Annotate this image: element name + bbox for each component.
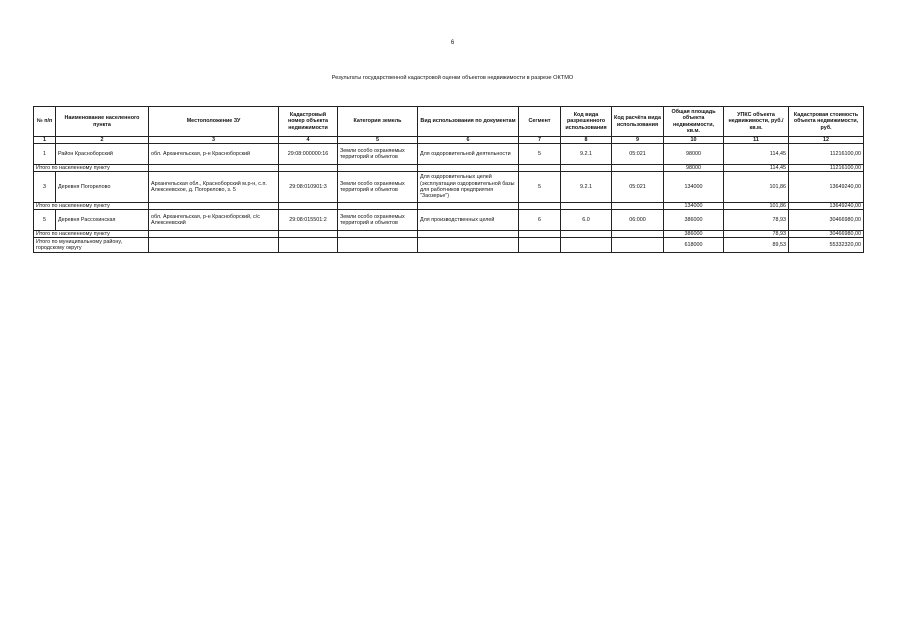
column-number: 6 bbox=[418, 137, 519, 144]
subtotal-value: 11216100,00 bbox=[789, 165, 864, 172]
table-row bbox=[34, 144, 864, 165]
area: 98000 bbox=[664, 144, 724, 165]
column-header: Код расчёта вида использования bbox=[612, 107, 664, 137]
empty-cell bbox=[612, 203, 664, 210]
cadastral-number: 29:08:000000:16 bbox=[279, 144, 338, 165]
table-row bbox=[34, 210, 864, 231]
empty-cell bbox=[519, 231, 561, 238]
empty-cell bbox=[418, 165, 519, 172]
column-number: 11 bbox=[724, 137, 789, 144]
cadastral-number: 29:08:015501:2 bbox=[279, 210, 338, 231]
district-total-value: 55332320,00 bbox=[789, 238, 864, 253]
empty-cell bbox=[338, 165, 418, 172]
column-header: Вид использования по документам bbox=[418, 107, 519, 137]
empty-cell bbox=[279, 238, 338, 253]
subtotal-label: Итого по населенному пункту bbox=[34, 203, 149, 210]
empty-cell bbox=[338, 231, 418, 238]
report-title: Результаты государственной кадастровой оценки объектов недвижимости в разрезе ОКТМО bbox=[331, 75, 574, 81]
empty-cell bbox=[561, 165, 612, 172]
usage-by-documents: Для оздоровительной деятельности bbox=[418, 144, 519, 165]
column-number: 10 bbox=[664, 137, 724, 144]
cadastral-value: 30466980,00 bbox=[789, 210, 864, 231]
column-number: 7 bbox=[519, 137, 561, 144]
column-header: Кадастровая стоимость объекта недвижимости, руб. bbox=[789, 107, 864, 137]
column-header: Код вида разрешенного использования bbox=[561, 107, 612, 137]
empty-cell bbox=[418, 238, 519, 253]
empty-cell bbox=[418, 231, 519, 238]
calc-use-code: 06:000 bbox=[612, 210, 664, 231]
empty-cell bbox=[418, 203, 519, 210]
column-header: Сегмент bbox=[519, 107, 561, 137]
upks: 78,93 bbox=[724, 210, 789, 231]
calc-use-code: 05:021 bbox=[612, 144, 664, 165]
empty-cell bbox=[561, 238, 612, 253]
column-header: Кадастровый номер объекта недвижимости bbox=[279, 107, 338, 137]
cadastral-number: 29:08:010901:3 bbox=[279, 172, 338, 203]
column-number: 2 bbox=[56, 137, 149, 144]
land-category: Земли особо охраняемых территорий и объектов bbox=[338, 210, 418, 231]
usage-by-documents: Для оздоровительных целей (эксплуатации оздоровительной базы для работников предприятия "Заозерье") bbox=[418, 172, 519, 203]
location: Архангельская обл., Красноборский м.р-н, с.п. Алексеевское, д. Погорелово, з. 5 bbox=[149, 172, 279, 203]
empty-cell bbox=[149, 203, 279, 210]
calc-use-code: 05:021 bbox=[612, 172, 664, 203]
location: обл. Архангельская, р-н Красноборский, с/с Алексеевский bbox=[149, 210, 279, 231]
permitted-use-code: 9.2.1 bbox=[561, 172, 612, 203]
subtotal-upks: 101,86 bbox=[724, 203, 789, 210]
area: 386000 bbox=[664, 210, 724, 231]
empty-cell bbox=[612, 165, 664, 172]
district-total-label: Итого по муниципальному району, городскому округу bbox=[34, 238, 149, 253]
location: обл. Архангельская, р-н Красноборский bbox=[149, 144, 279, 165]
empty-cell bbox=[561, 231, 612, 238]
district-total-upks: 89,53 bbox=[724, 238, 789, 253]
settlement-name: Деревня Рассохинская bbox=[56, 210, 149, 231]
subtotal-upks: 114,45 bbox=[724, 165, 789, 172]
header-row bbox=[34, 107, 864, 137]
empty-cell bbox=[149, 231, 279, 238]
segment: 5 bbox=[519, 172, 561, 203]
district-total-row bbox=[34, 238, 864, 253]
column-number-row bbox=[34, 137, 864, 144]
column-header: Категория земель bbox=[338, 107, 418, 137]
empty-cell bbox=[279, 203, 338, 210]
column-number: 12 bbox=[789, 137, 864, 144]
land-category: Земли особо охраняемых территорий и объектов bbox=[338, 144, 418, 165]
cadastral-value: 13649240,00 bbox=[789, 172, 864, 203]
table-row bbox=[34, 172, 864, 203]
upks: 114,45 bbox=[724, 144, 789, 165]
column-number: 5 bbox=[338, 137, 418, 144]
column-number: 8 bbox=[561, 137, 612, 144]
column-header: УПКС объекта недвижимости, руб./кв.м. bbox=[724, 107, 789, 137]
page-number: 6 bbox=[450, 40, 455, 46]
empty-cell bbox=[338, 203, 418, 210]
permitted-use-code: 9.2.1 bbox=[561, 144, 612, 165]
segment: 5 bbox=[519, 144, 561, 165]
empty-cell bbox=[612, 238, 664, 253]
upks: 101,86 bbox=[724, 172, 789, 203]
empty-cell bbox=[279, 231, 338, 238]
empty-cell bbox=[561, 203, 612, 210]
permitted-use-code: 6.0 bbox=[561, 210, 612, 231]
subtotal-value: 30466980,00 bbox=[789, 231, 864, 238]
empty-cell bbox=[519, 238, 561, 253]
subtotal-label: Итого по населенному пункту bbox=[34, 231, 149, 238]
settlement-name: Деревня Погорелово bbox=[56, 172, 149, 203]
column-header: Наименование населенного пункта bbox=[56, 107, 149, 137]
subtotal-upks: 78,93 bbox=[724, 231, 789, 238]
empty-cell bbox=[519, 165, 561, 172]
cadastral-value: 11216100,00 bbox=[789, 144, 864, 165]
subtotal-area: 134000 bbox=[664, 203, 724, 210]
column-header: № п/п bbox=[34, 107, 56, 137]
land-category: Земли особо охраняемых территорий и объектов bbox=[338, 172, 418, 203]
subtotal-label: Итого по населенному пункту bbox=[34, 165, 149, 172]
district-total-area: 618000 bbox=[664, 238, 724, 253]
empty-cell bbox=[149, 165, 279, 172]
subtotal-area: 98000 bbox=[664, 165, 724, 172]
subtotal-value: 13649240,00 bbox=[789, 203, 864, 210]
empty-cell bbox=[519, 203, 561, 210]
area: 134000 bbox=[664, 172, 724, 203]
row-number: 3 bbox=[34, 172, 56, 203]
empty-cell bbox=[149, 238, 279, 253]
column-number: 4 bbox=[279, 137, 338, 144]
subtotal-row bbox=[34, 203, 864, 210]
empty-cell bbox=[612, 231, 664, 238]
row-number: 5 bbox=[34, 210, 56, 231]
column-number: 9 bbox=[612, 137, 664, 144]
results-table bbox=[33, 106, 864, 253]
row-number: 1 bbox=[34, 144, 56, 165]
column-header: Общая площадь объекта недвижимости, кв.м. bbox=[664, 107, 724, 137]
empty-cell bbox=[279, 165, 338, 172]
empty-cell bbox=[338, 238, 418, 253]
subtotal-row bbox=[34, 165, 864, 172]
column-header: Местоположение ЗУ bbox=[149, 107, 279, 137]
column-number: 3 bbox=[149, 137, 279, 144]
column-number: 1 bbox=[34, 137, 56, 144]
usage-by-documents: Для производственных целей bbox=[418, 210, 519, 231]
subtotal-row bbox=[34, 231, 864, 238]
subtotal-area: 386000 bbox=[664, 231, 724, 238]
segment: 6 bbox=[519, 210, 561, 231]
settlement-name: Район Красноборский bbox=[56, 144, 149, 165]
